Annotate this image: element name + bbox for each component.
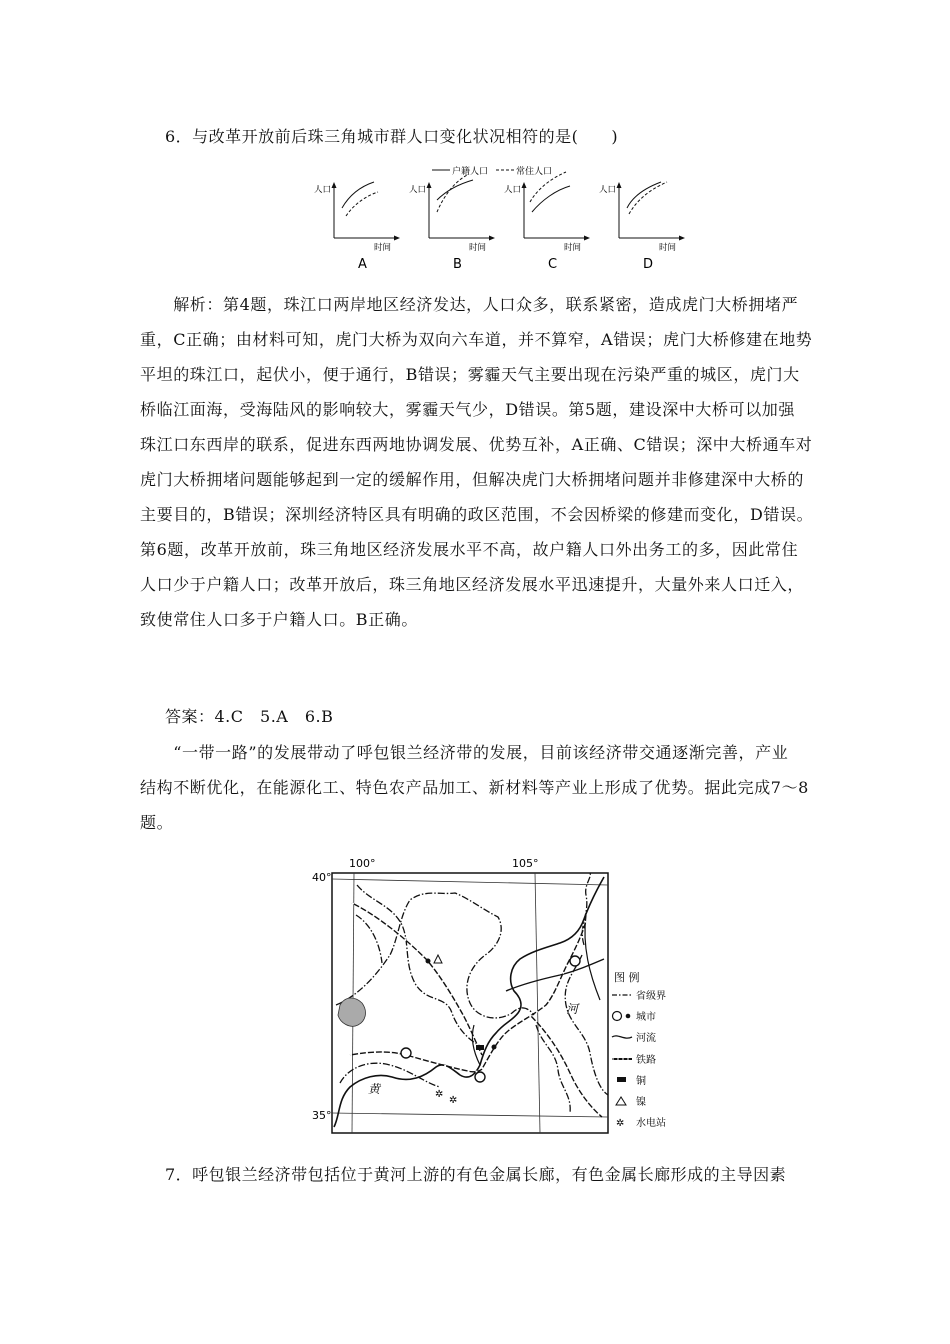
- y-axis-label: 人口: [504, 185, 522, 195]
- analysis-line: 重，C正确；由材料可知，虎门大桥为双向六车道，并不算窄，A错误；虎门大桥修建在地势: [140, 330, 813, 349]
- panel-label: C: [548, 257, 558, 272]
- panel-label: B: [453, 257, 462, 272]
- railway-ticks: [350, 903, 602, 1117]
- analysis-line: 平坦的珠江口，起伏小，便于通行，B错误；雾霾天气主要出现在污染严重的城区，虎门大: [140, 365, 800, 384]
- chart-panels: [314, 172, 685, 272]
- lake: [338, 998, 365, 1026]
- chart-panel-A: [314, 182, 400, 272]
- analysis-line: 虎门大桥拥堵问题能够起到一定的缓解作用，但解决虎门大桥拥堵问题并非修建深中大桥的: [140, 470, 805, 489]
- series-solid-line: [342, 182, 374, 208]
- legend-dashed-label: 常住人口: [516, 167, 553, 177]
- x-axis-label: 时间: [564, 243, 582, 253]
- x-axis-arrow: [584, 236, 590, 241]
- intro-line: 结构不断优化，在能源化工、特色农产品加工、新材料等产业上形成了优势。据此完成7～8: [140, 778, 809, 797]
- city-large: [475, 1072, 485, 1082]
- legend-item-hydropower: 水电站: [636, 1118, 666, 1129]
- lat-label-35: 35°: [312, 1109, 332, 1122]
- intro-line: 题。: [140, 813, 174, 832]
- graticule-line: [332, 1113, 608, 1117]
- analysis-line: 珠江口东西岸的联系，促进东西两地协调发展、优势互补，A正确、C错误；深中大桥通车对: [140, 435, 813, 454]
- river-label-he: 河: [566, 1002, 579, 1016]
- x-axis-label: 时间: [469, 243, 487, 253]
- chart-panel-C: [504, 172, 590, 272]
- analysis-line: 致使常住人口多于户籍人口。B正确。: [140, 610, 418, 629]
- x-axis-label: 时间: [374, 243, 392, 253]
- svg-text:✲: ✲: [616, 1118, 625, 1129]
- series-solid-line: [532, 186, 570, 212]
- lon-label-105: 105°: [512, 857, 539, 870]
- question-7: 7．呼包银兰经济带包括位于黄河上游的有色金属长廊，有色金属长廊形成的主导因素: [165, 1165, 787, 1184]
- x-axis-arrow: [394, 236, 400, 241]
- series-solid-line: [627, 182, 661, 208]
- hydropower-symbol: ✲: [449, 1095, 458, 1106]
- chart-legend: [432, 165, 552, 177]
- analysis-line: 解析：第4题，珠江口两岸地区经济发达，人口众多，联系紧密，造成虎门大桥拥堵严: [140, 295, 799, 314]
- legend-item-railway: 铁路: [636, 1055, 656, 1066]
- province-boundaries: [336, 873, 608, 1113]
- intro-paragraph: [140, 735, 820, 840]
- legend-item-copper: 铜: [636, 1076, 646, 1087]
- map-legend: [612, 970, 666, 1129]
- city-small: [492, 1045, 497, 1050]
- graticule-line: [332, 879, 608, 885]
- city-large: [401, 1048, 411, 1058]
- river-label-huang: 黄: [368, 1082, 381, 1096]
- y-axis-arrow: [332, 182, 337, 188]
- x-axis-arrow: [489, 236, 495, 241]
- analysis-line: 主要目的，B错误；深圳经济特区具有明确的政区范围，不会因桥梁的修建而变化，D错误。: [140, 505, 814, 524]
- legend-solid-label: 户籍人口: [452, 167, 489, 177]
- city-small: [426, 959, 431, 964]
- y-axis-arrow: [427, 182, 432, 188]
- nickel-symbol: [434, 955, 442, 963]
- analysis-line: 第6题，改革开放前，珠三角地区经济发展水平不高，故户籍人口外出务工的多，因此常住: [140, 540, 799, 559]
- analysis-line: 桥临江面海，受海陆风的影响较大，雾霾天气少，D错误。第5题，建设深中大桥可以加强: [140, 400, 796, 419]
- y-axis-label: 人口: [599, 185, 617, 195]
- y-axis-arrow: [617, 182, 622, 188]
- copper-symbol: [476, 1045, 484, 1050]
- analysis-paragraph: [140, 287, 820, 637]
- river-tributary: [585, 915, 600, 1000]
- chart-panel-B: [409, 174, 495, 272]
- legend-item-province: 省级界: [636, 991, 666, 1002]
- legend-title: 图 例: [614, 971, 640, 984]
- panel-label: A: [358, 257, 367, 272]
- panel-label: D: [643, 257, 654, 272]
- x-axis-arrow: [679, 236, 685, 241]
- series-dashed-line: [437, 174, 469, 212]
- city-large: [570, 956, 580, 966]
- series-solid-line: [437, 180, 473, 200]
- hydropower-symbol: ✲: [435, 1089, 444, 1100]
- chart-panel-D: [599, 182, 685, 272]
- question-6: 6．与改革开放前后珠三角城市群人口变化状况相符的是( ): [165, 127, 619, 146]
- legend-item-river: 河流: [636, 1033, 656, 1044]
- legend-item-nickel: 镍: [636, 1097, 646, 1108]
- y-axis-label: 人口: [409, 185, 427, 195]
- x-axis-label: 时间: [659, 243, 677, 253]
- answer-line: 答案：4.C 5.A 6.B: [165, 707, 334, 726]
- y-axis-arrow: [522, 182, 527, 188]
- map-figure: [0, 855, 950, 1145]
- graticule-line: [535, 873, 540, 1133]
- legend-item-city: 城市: [636, 1012, 656, 1023]
- intro-line: “一带一路”的发展带动了呼包银兰经济带的发展，目前该经济带交通逐渐完善，产业: [140, 743, 789, 762]
- lon-label-100: 100°: [349, 857, 376, 870]
- analysis-line: 人口少于户籍人口；改革开放后，珠三角地区经济发展水平迅速提升，大量外来人口迁入，: [140, 575, 805, 594]
- lat-label-40: 40°: [312, 871, 332, 884]
- y-axis-label: 人口: [314, 185, 332, 195]
